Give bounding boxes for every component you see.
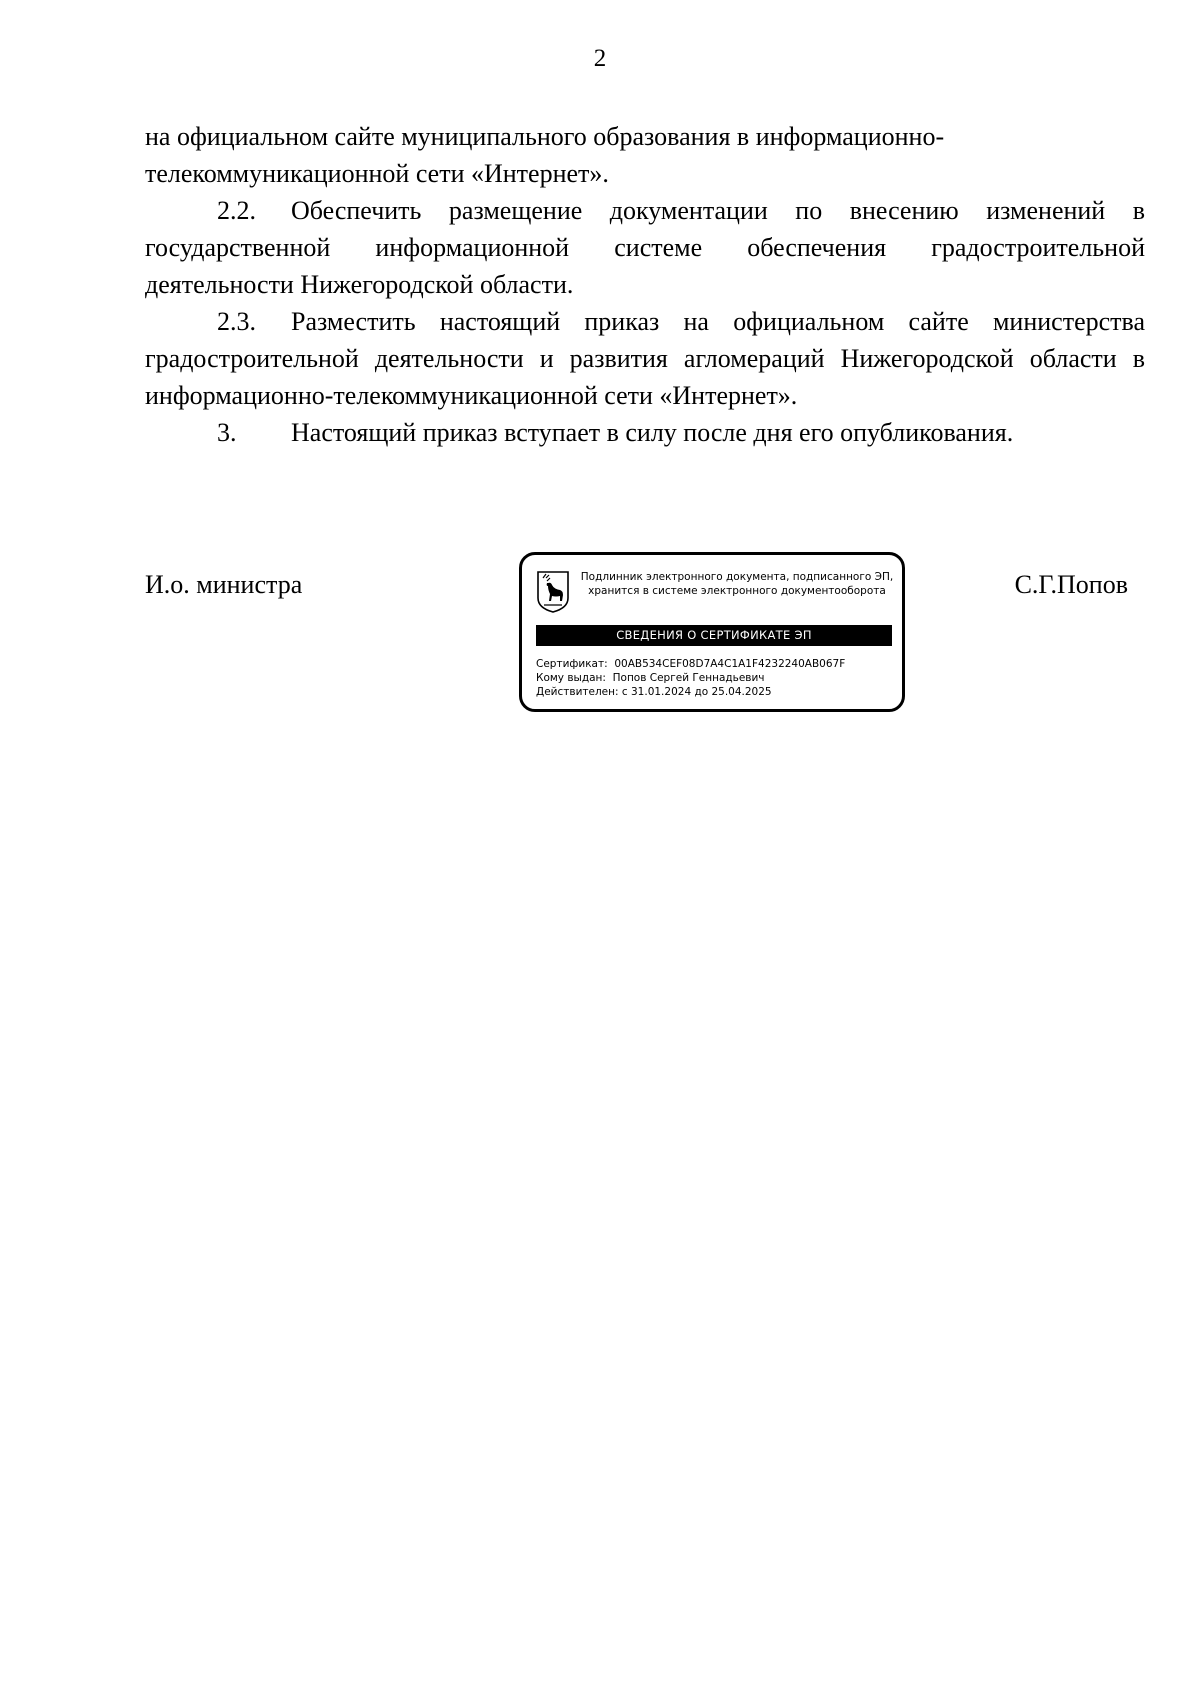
validity-row bbox=[536, 685, 845, 699]
page-number: 2 bbox=[593, 45, 607, 72]
paragraph-continuation-line1: на официальном сайте муниципального образования в информационно- bbox=[145, 122, 945, 151]
certificate-row bbox=[536, 657, 845, 671]
paragraph-text: Обеспечить размещение документации по внесению изменений в государственной информационной системе обеспечения градостроительной деятельности Нижегородской области. bbox=[145, 196, 1145, 299]
signatory-name: С.Г.Попов bbox=[1014, 570, 1128, 599]
deer-coat-of-arms-icon bbox=[536, 570, 570, 614]
paragraph-text: Разместить настоящий приказ на официальном сайте министерства градостроительной деятельности и развития агломераций Нижегородской области в информационно-телекоммуникационной сети «Интернет». bbox=[145, 307, 1145, 410]
paragraph-continuation-line2: телекоммуникационной сети «Интернет». bbox=[145, 159, 609, 188]
paragraph-3 bbox=[145, 414, 1145, 451]
stamp-certificate-details bbox=[536, 657, 845, 699]
stamp-title-bar: СВЕДЕНИЯ О СЕРТИФИКАТЕ ЭП bbox=[536, 625, 892, 646]
validity-value: с 31.01.2024 до 25.04.2025 bbox=[621, 686, 772, 698]
document-body bbox=[145, 118, 1145, 451]
electronic-signature-stamp bbox=[519, 552, 905, 712]
certificate-value: 00AB534CEF08D7A4C1A1F4232240AB067F bbox=[614, 658, 846, 670]
paragraph-text: Настоящий приказ вступает в силу после дня его опубликования. bbox=[291, 418, 1014, 447]
stamp-header-line1: Подлинник электронного документа, подписанного ЭП, bbox=[580, 571, 894, 583]
stamp-header-line2: хранится в системе электронного документооборота bbox=[588, 585, 886, 597]
certificate-label: Сертификат: bbox=[536, 658, 608, 670]
paragraph-2-2 bbox=[145, 192, 1145, 303]
paragraph-number: 3. bbox=[217, 418, 237, 447]
paragraph-2-3 bbox=[145, 303, 1145, 414]
paragraph-number: 2.2. bbox=[217, 196, 256, 225]
paragraph-number: 2.3. bbox=[217, 307, 256, 336]
issued-to-row bbox=[536, 671, 845, 685]
issued-to-label: Кому выдан: bbox=[536, 672, 606, 684]
signatory-role: И.о. министра bbox=[145, 570, 303, 599]
stamp-header bbox=[574, 570, 900, 598]
issued-to-value: Попов Сергей Геннадьевич bbox=[612, 672, 765, 684]
validity-label: Действителен: bbox=[536, 686, 619, 698]
